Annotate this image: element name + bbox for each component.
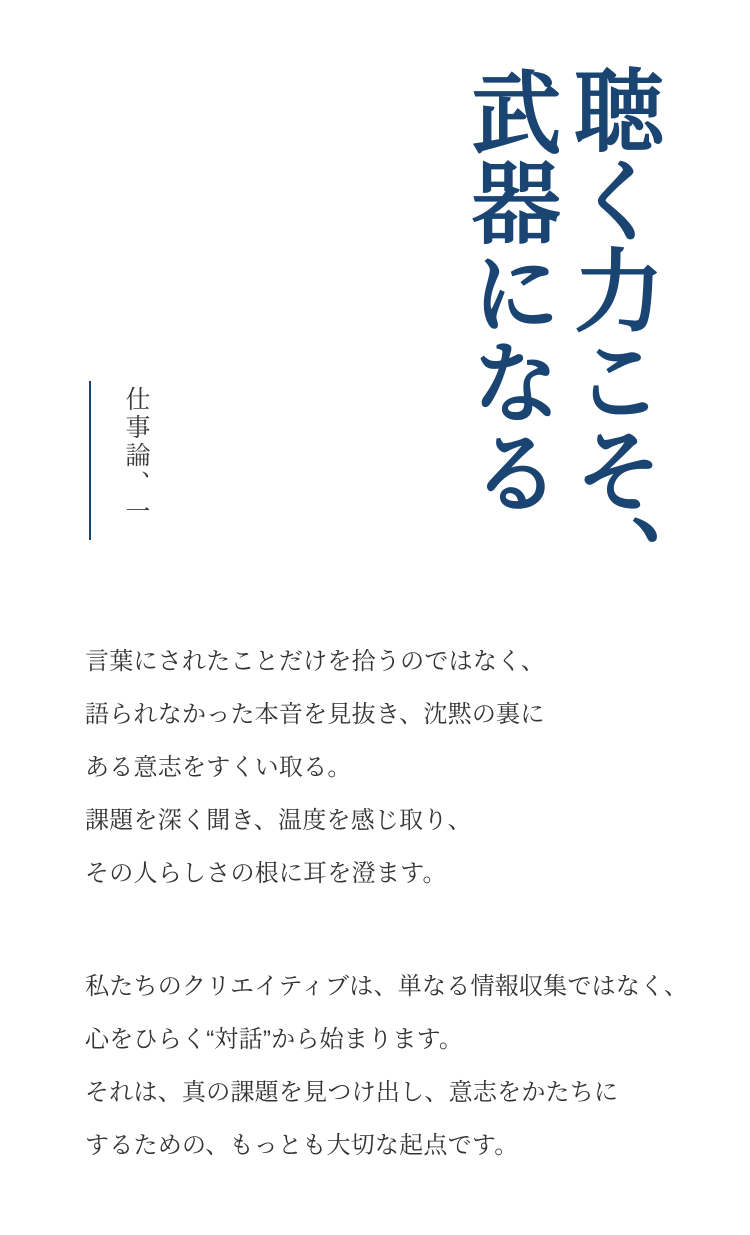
headline-column-left: 武器になる bbox=[455, 66, 562, 516]
body-line: ある意志をすくい取る。 bbox=[85, 754, 352, 781]
vertical-rule bbox=[89, 381, 91, 540]
body-line: その人らしさの根に耳を澄ます。 bbox=[85, 860, 447, 887]
section-label-text: 仕事論、一 bbox=[122, 386, 151, 526]
body-copy bbox=[85, 635, 725, 1172]
section-label bbox=[89, 381, 154, 551]
paragraph-2 bbox=[85, 960, 725, 1172]
body-line: 心をひらく“対話”から始まります。 bbox=[85, 1026, 464, 1053]
headline-vertical bbox=[457, 64, 662, 629]
body-line: それは、真の課題を見つけ出し、意志をかたちに bbox=[85, 1079, 619, 1106]
body-line: 課題を深く聞き、温度を感じ取り、 bbox=[85, 807, 472, 834]
body-line: 言葉にされたことだけを拾うのではなく、 bbox=[85, 648, 546, 675]
body-line: 私たちのクリエイティブは、単なる情報収集ではなく、 bbox=[85, 973, 689, 1000]
paragraph-1 bbox=[85, 635, 725, 900]
body-line: 語られなかった本音を見抜き、沈黙の裏に bbox=[85, 701, 545, 728]
body-line: するための、もっとも大切な起点です。 bbox=[85, 1132, 519, 1159]
headline-column-right: 聴く力こそ、 bbox=[558, 64, 664, 604]
